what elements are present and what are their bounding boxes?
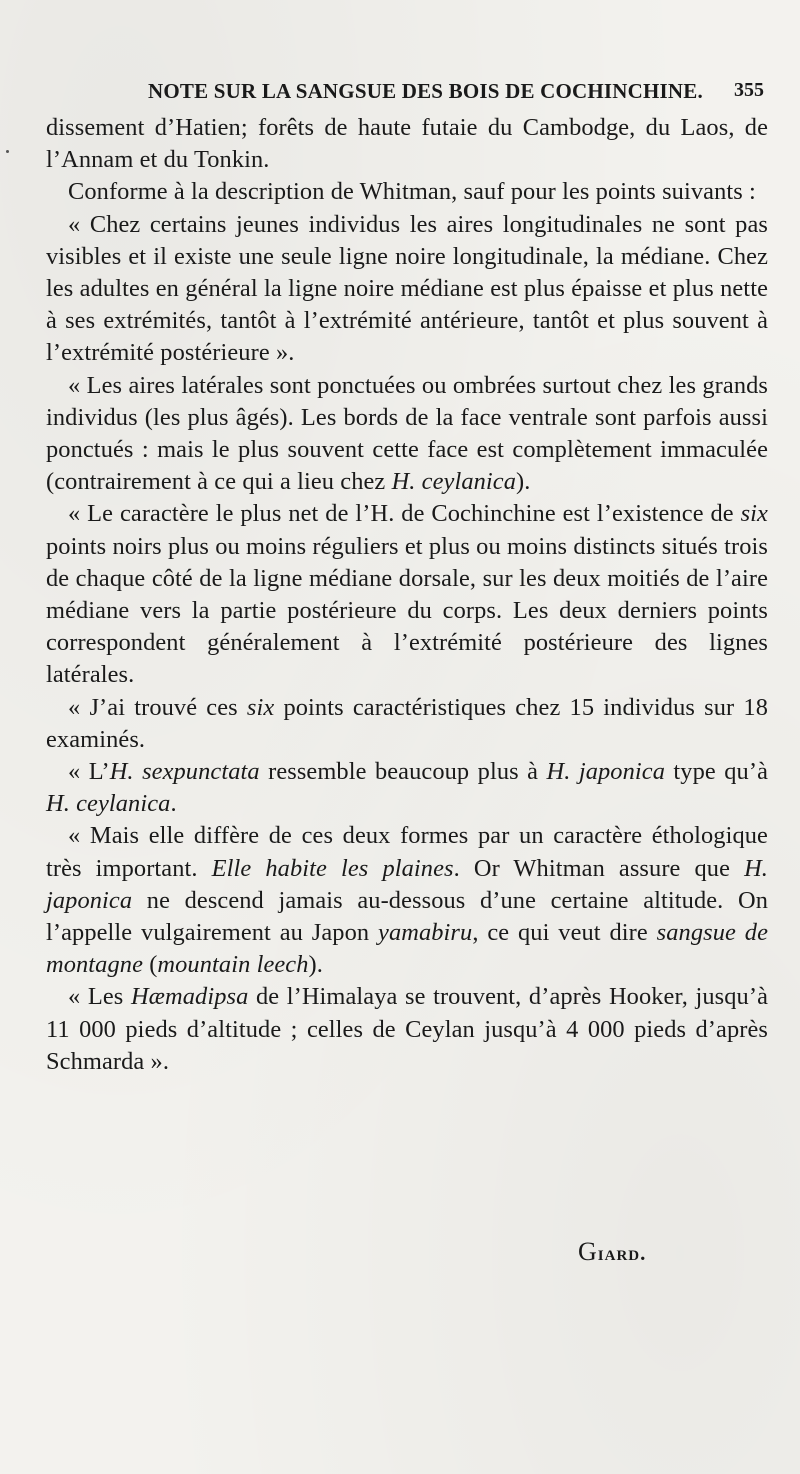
paragraph-2: Conforme à la description de Whitman, sauf pour les points suivants : (68, 178, 756, 206)
author-signature: Giard. (578, 1237, 647, 1266)
paragraph-3: « Chez certains jeunes individus les aires longitudinales ne sont pas visibles et il existe une seule ligne noire longitudinale, la médiane. Chez les adultes en général la ligne noire médiane est plus épaisse et plus nette à ses extrémités, tantôt à l’extrémité antérieure, tantôt et plus souvent à l’extrémité postérieure ». (46, 210, 768, 367)
running-title: NOTE SUR LA SANGSUE DES BOIS DE COCHINCHINE. (148, 79, 703, 103)
margin-speck (6, 150, 9, 153)
emphasis: six (246, 693, 275, 721)
paragraph-8: « Mais elle diffère de ces deux formes par un caractère éthologique très important. Elle habite les plaines. Or Whitman assure que H. japonica ne descend jamais au-dessous d’une certaine altitude. On l’appelle vulgairement au Japon yamabiru, ce qui veut dire sangsue de montagne (mountain leech). (46, 822, 769, 979)
emphasis: Elle habite les plaines (211, 854, 454, 882)
emphasis: sangsue de montagne (46, 919, 768, 979)
taxon-name: H. ceylanica (46, 790, 171, 818)
taxon-name: H. japonica (546, 758, 665, 786)
paragraph-9: « Les Hæmadipsa de l’Himalaya se trouvent, d’après Hooker, jusqu’à 11 000 pieds d’altitude ; celles de Ceylan jusqu’à 4 000 pieds d’après Schmarda ». (46, 983, 768, 1075)
taxon-name: H. ceylanica (391, 468, 517, 496)
running-header (148, 79, 772, 109)
paragraph-1: dissement d’Hatien; forêts de haute futaie du Cambodge, du Laos, de l’Annam et du Tonkin. (46, 114, 768, 174)
english-term: mountain leech (157, 951, 309, 979)
paragraph-4: « Les aires latérales sont ponctuées ou ombrées surtout chez les grands individus (les plus âgés). Les bords de la face ventrale sont parfois aussi ponctués : mais le plus souvent cette face est complètement immaculée (contrairement à ce qui a lieu chez H. ceylanica). (46, 371, 768, 496)
body-text (46, 112, 768, 1078)
paragraph-5: « Le caractère le plus net de l’H. de Cochinchine est l’existence de six points noirs plus ou moins réguliers et plus ou moins distincts situés trois de chaque côté de la ligne médiane dorsale, sur les deux moitiés de l’aire médiane vers la partie postérieure du corps. Les deux derniers points correspondent généralement à l’extrémité postérieure des lignes latérales. (46, 500, 768, 689)
taxon-name: H. sexpunctata (109, 758, 260, 786)
japanese-term: yamabiru (378, 919, 473, 947)
page-number: 355 (734, 79, 764, 101)
emphasis: six (740, 500, 768, 528)
paragraph-7: « L’H. sexpunctata ressemble beaucoup plus à H. japonica type qu’à H. ceylanica. (46, 758, 768, 818)
taxon-name: H. japonica (46, 854, 769, 914)
paragraph-6: « J’ai trouvé ces six points caractéristiques chez 15 individus sur 18 examinés. (46, 693, 768, 753)
taxon-name: Hæmadipsa (130, 983, 249, 1011)
